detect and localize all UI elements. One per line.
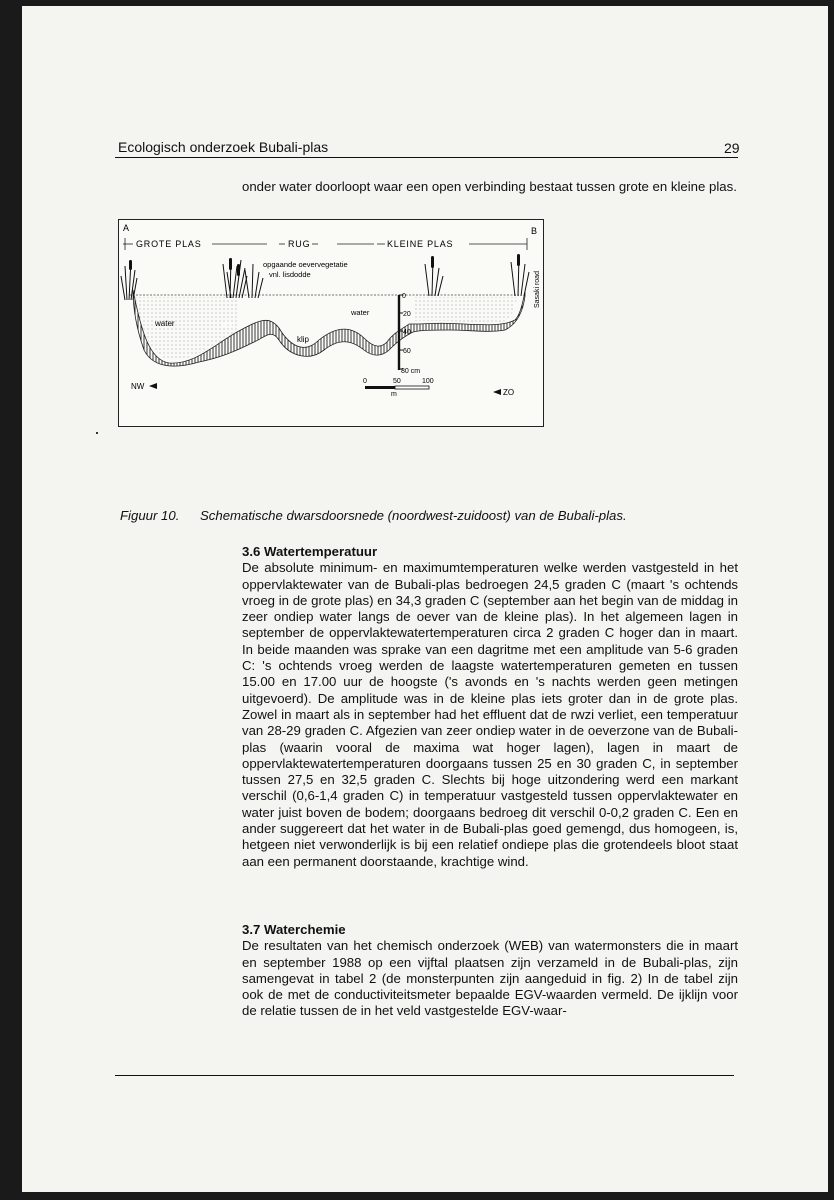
section-3-6-heading: 3.6 Watertemperatuur bbox=[242, 544, 378, 559]
depth-label-20: 20 bbox=[403, 311, 411, 318]
kleine-plas-label: KLEINE PLAS bbox=[387, 239, 454, 249]
page-number: 29 bbox=[724, 140, 740, 156]
scale-label-100: 100 bbox=[422, 378, 434, 385]
vegetation-label-2: vnl. lisdodde bbox=[269, 270, 311, 279]
corner-a-label: A bbox=[123, 223, 130, 233]
vegetation-label-1: opgaande oevervegetatie bbox=[263, 260, 348, 269]
section-3-7-paragraph: De resultaten van het chemisch onderzoek (WEB) van watermonsters die in maart en september 1988 op een vijftal plaatsen zijn verzameld in de Bubali-plas, zijn samengevat in tabel 2 (de monsterpunten zijn aangeduid in fig. 2) In de tabel zijn ook de met de conductiviteitsmeter bepaalde EGV-waarden vermeld. De ijklijn voor de relatie tussen de in het veld vastgestelde EGV-waar- bbox=[242, 938, 738, 1019]
zo-label: ZO bbox=[503, 388, 515, 397]
scale-label-0: 0 bbox=[363, 378, 367, 385]
sasaki-road-label: Sasaki road bbox=[534, 271, 541, 308]
cross-section-diagram bbox=[119, 220, 543, 426]
scale-label-50: 50 bbox=[393, 378, 401, 385]
section-3-6 bbox=[242, 544, 738, 870]
nw-arrow-icon bbox=[149, 383, 157, 389]
figure-number: Figuur 10. bbox=[120, 508, 180, 523]
depth-label-40: 40 bbox=[403, 329, 411, 336]
figure-caption bbox=[120, 508, 627, 523]
water-right-label: water bbox=[351, 308, 370, 317]
grote-plas-label: GROTE PLAS bbox=[136, 239, 202, 249]
cross-section-figure bbox=[118, 219, 544, 427]
nw-label: NW bbox=[131, 382, 145, 391]
depth-label-0: 0 bbox=[402, 293, 406, 300]
water-left-label: water bbox=[155, 319, 175, 328]
scan-speck bbox=[96, 432, 98, 434]
section-3-6-paragraph: De absolute minimum- en maximumtemperaturen welke werden vastgesteld in het oppervlaktewater van de Bubali-plas bedroegen 24,5 graden C (maart 's ochtends vroeg in de grote plas) en 34,3 graden C (september aan het begin van de middag in zeer ondiep water langs de oever van de kleine plas). In het algemeen lagen in september de oppervlaktewatertemperaturen circa 2 graden C hoger dan in maart. In beide maanden was sprake van een dagritme met een amplitude van 5-6 graden C: 's ochtends vroeg werden de laagste watertemperaturen gemeten en tussen 15.00 en 17.00 uur de hoogste ('s avonds en 's nachts werden geen metingen uitgevoerd). De amplitude was in de kleine plas iets groter dan in de grote plas. Zowel in maart als in september had het effluent dat de rwzi verliet, een temperatuur van 28-29 graden C. Afgezien van zeer ondiep water in de oeverzone van de Bubali-plas (waarin vooral de maxima wat hoger lagen), lagen in maart de oppervlaktewatertemperaturen doorgaans tussen 25 en 30 graden C, in september tussen 27,5 en 32,5 graden C. Slechts bij hoge uitzondering werd een markant verschil (0,6-1,4 graden C) in temperatuur vastgesteld tussen oppervlaktewater en water juist boven de bodem; doorgaans bedroeg dit verschil 0-0,2 graden C. Een en ander suggereert dat het water in de Bubali-plas goed gemengd, dus homogeen, is, hetgeen niet verwonderlijk is bij een relatief ondiepe plas die grotendeels bloot staat aan een permanent doorstaande, krachtige wind. bbox=[242, 560, 738, 869]
depth-label-80: 80 cm bbox=[401, 368, 421, 375]
section-3-7-heading: 3.7 Waterchemie bbox=[242, 922, 346, 937]
klip-label: klip bbox=[297, 335, 310, 344]
scale-unit-label: m bbox=[391, 391, 397, 398]
slib-label: slib bbox=[221, 319, 233, 328]
zo-arrow-icon bbox=[493, 389, 501, 395]
intro-paragraph: onder water doorloopt waar een open verbinding bestaat tussen grote en kleine plas. bbox=[242, 179, 737, 194]
depth-label-60: 60 bbox=[403, 348, 411, 355]
rug-label: RUG bbox=[288, 239, 311, 249]
corner-b-label: B bbox=[531, 226, 538, 236]
figure-caption-text: Schematische dwarsdoorsnede (noordwest-zuidoost) van de Bubali-plas. bbox=[200, 508, 627, 523]
footer-rule bbox=[115, 1075, 734, 1076]
running-title: Ecologisch onderzoek Bubali-plas bbox=[118, 139, 329, 155]
header-rule bbox=[115, 157, 738, 158]
section-3-7 bbox=[242, 922, 738, 1020]
